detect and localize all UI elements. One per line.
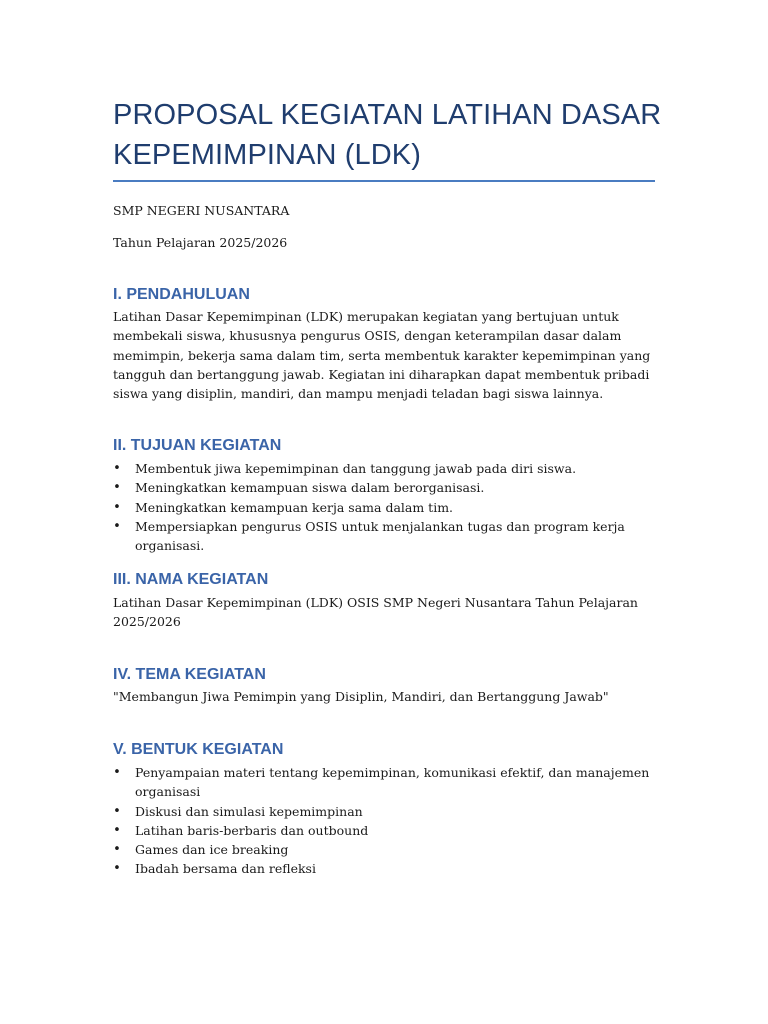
list-item-text: Latihan baris-berbaris dan outbound <box>135 822 369 838</box>
list-item-text: Membentuk jiwa kepemimpinan dan tanggung jawab pada diri siswa. <box>135 461 577 476</box>
bullet-icon: • <box>113 803 121 819</box>
bullet-icon: • <box>113 822 121 838</box>
list-item <box>113 840 658 859</box>
bentuk-list <box>113 763 658 879</box>
list-item <box>113 478 658 497</box>
list-item <box>113 821 658 840</box>
list-item-text: Meningkatkan kemampuan kerja sama dalam tim. <box>135 499 454 515</box>
list-item-text: Games dan ice breaking <box>135 842 289 858</box>
list-item-text: Penyampaian materi tentang kepemimpinan, komunikasi efektif, dan manajemen organisasi <box>135 765 650 800</box>
section-heading-pendahuluan: I. PENDAHULUAN <box>113 286 250 303</box>
title-divider <box>113 180 655 182</box>
school-name: SMP NEGERI NUSANTARA <box>113 203 290 218</box>
bullet-icon: • <box>113 461 121 476</box>
section-text-tema: "Membangun Jiwa Pemimpin yang Disiplin, Mandiri, dan Bertanggung Jawab" <box>113 689 609 704</box>
list-item <box>113 802 658 821</box>
bullet-icon: • <box>113 842 121 858</box>
section-heading-tema: IV. TEMA KEGIATAN <box>113 666 266 683</box>
list-item <box>113 498 658 517</box>
bullet-icon: • <box>113 518 121 534</box>
document-title: PROPOSAL KEGIATAN LATIHAN DASAR KEPEMIMPINAN (LDK) <box>113 99 662 171</box>
list-item-text: Meningkatkan kemampuan siswa dalam berorganisasi. <box>135 480 485 496</box>
academic-year: Tahun Pelajaran 2025/2026 <box>113 235 288 250</box>
bullet-icon: • <box>113 861 121 877</box>
bullet-icon: • <box>113 765 121 780</box>
section-heading-tujuan: II. TUJUAN KEGIATAN <box>113 437 282 454</box>
list-item <box>113 763 658 802</box>
section-text-pendahuluan: Latihan Dasar Kepemimpinan (LDK) merupakan kegiatan yang bertujuan untuk membekali siswa, khususnya pengurus OSIS, dengan keterampilan dasar dalam memimpin, bekerja sama dalam tim, serta membentuk karakter kepemimpinan yang tangguh dan bertanggung jawab. Kegiatan ini diharapkan dapat membentuk pribadi siswa yang disiplin, mandiri, dan mampu menjadi teladan bagi siswa lainnya. <box>113 309 651 402</box>
list-item <box>113 459 658 478</box>
bullet-icon: • <box>113 499 121 515</box>
section-heading-nama: III. NAMA KEGIATAN <box>113 571 269 588</box>
tujuan-list <box>113 459 658 555</box>
section-heading-bentuk: V. BENTUK KEGIATAN <box>113 741 284 758</box>
list-item-text: Ibadah bersama dan refleksi <box>135 861 316 877</box>
list-item <box>113 517 658 556</box>
list-item <box>113 859 658 878</box>
list-item-text: Diskusi dan simulasi kepemimpinan <box>135 803 363 819</box>
bullet-icon: • <box>113 480 121 496</box>
list-item-text: Mempersiapkan pengurus OSIS untuk menjalankan tugas dan program kerja organisasi. <box>135 518 625 554</box>
section-text-nama: Latihan Dasar Kepemimpinan (LDK) OSIS SMP Negeri Nusantara Tahun Pelajaran 2025/2026 <box>113 595 638 630</box>
